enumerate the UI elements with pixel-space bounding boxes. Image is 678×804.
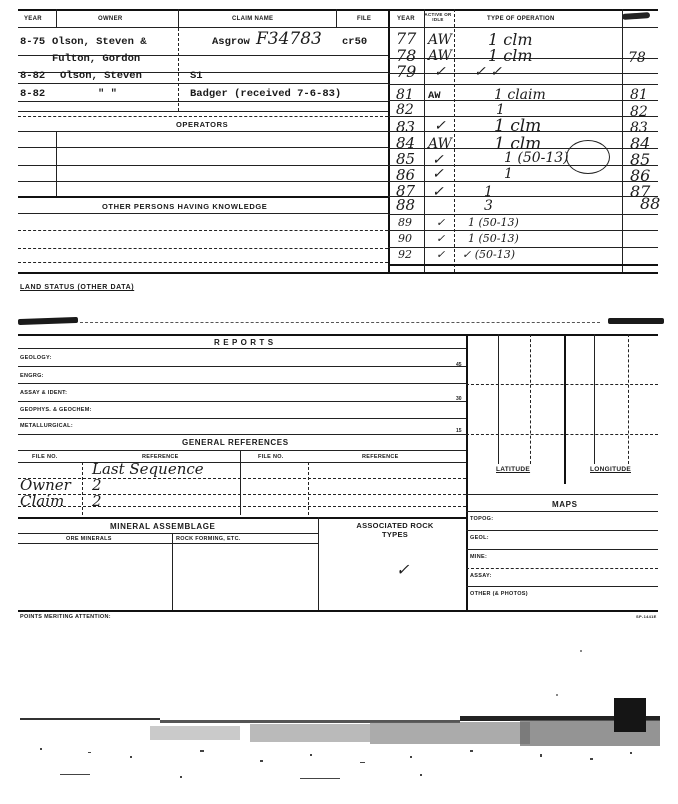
activity-6-status: ✓ bbox=[434, 118, 446, 134]
activity-13-year: 90 bbox=[398, 232, 412, 245]
maps-geol: GEOL: bbox=[470, 535, 489, 541]
ref-header-file-no: FILE NO. bbox=[32, 454, 58, 460]
header-corner-scribble bbox=[622, 12, 650, 20]
activity-8-ops: 1 (50-13) bbox=[504, 150, 569, 166]
smear-left bbox=[18, 317, 78, 325]
general-references-title: GENERAL REFERENCES bbox=[182, 438, 289, 447]
ref-claim-label: Claim bbox=[20, 492, 65, 510]
activity-7-status: AW bbox=[428, 136, 452, 152]
land-status-title: LAND STATUS (OTHER DATA) bbox=[20, 284, 135, 291]
scan-speck bbox=[556, 694, 558, 696]
header-owner: OWNER bbox=[98, 16, 123, 22]
smear-right bbox=[608, 318, 664, 324]
report-geophys: GEOPHYS. & GEOCHEM: bbox=[20, 407, 92, 413]
activity-8-circle bbox=[566, 140, 610, 174]
owner-row-3-owner: Olson, Steven bbox=[60, 70, 142, 82]
activity-11-margin: 88 bbox=[640, 194, 661, 213]
points-meriting-attention-label: POINTS MERITING ATTENTION: bbox=[20, 614, 111, 620]
maps-other: OTHER (& PHOTOS) bbox=[470, 591, 528, 597]
ref-owner-label: Owner bbox=[20, 476, 71, 494]
ref-header-file-no-2: FILE NO. bbox=[258, 454, 284, 460]
activity-7-margin: 84 bbox=[630, 134, 651, 153]
associated-rock-types-title: ASSOCIATED ROCK TYPES bbox=[356, 521, 434, 539]
owner-row-1-claim: Asgrow bbox=[212, 36, 250, 48]
ore-minerals-header: ORE MINERALS bbox=[66, 536, 112, 542]
activity-10-status: ✓ bbox=[432, 184, 444, 200]
activity-13-ops: 1 (50-13) bbox=[468, 232, 519, 245]
activity-2-status: AW bbox=[428, 48, 452, 64]
rock-forming-header: ROCK FORMING, ETC. bbox=[176, 536, 241, 542]
maps-title: MAPS bbox=[552, 500, 578, 509]
activity-10-margin: 87 bbox=[630, 182, 651, 201]
owner-row-3-claim: S1 bbox=[190, 70, 203, 82]
maps-mine: MINE: bbox=[470, 554, 488, 560]
activity-12-status: ✓ bbox=[436, 216, 446, 229]
activity-4-ops: 1 claim bbox=[494, 87, 546, 103]
activity-9-status: ✓ bbox=[432, 166, 444, 182]
activity-9-year: 86 bbox=[396, 166, 416, 184]
report-metallurgical-num: 15 bbox=[456, 428, 462, 434]
latitude-label: LATITUDE bbox=[496, 466, 531, 473]
activity-2-year: 78 bbox=[396, 46, 417, 65]
activity-8-status: ✓ bbox=[432, 152, 444, 168]
owner-row-1-claim-handwritten: F34783 bbox=[256, 29, 322, 49]
maps-assay: ASSAY: bbox=[470, 573, 492, 579]
owner-row-1-year: 8-75 bbox=[20, 36, 46, 48]
activity-14-year: 92 bbox=[398, 248, 412, 261]
ref-note-handwritten: Last Sequence bbox=[92, 460, 204, 478]
other-persons-title: OTHER PERSONS HAVING KNOWLEDGE bbox=[102, 202, 268, 211]
activity-3-year: 79 bbox=[396, 62, 417, 81]
activity-5-ops: 1 bbox=[496, 102, 505, 118]
scan-smudge-band bbox=[0, 690, 678, 804]
operators-title: OPERATORS bbox=[176, 120, 229, 129]
header-type-of-operation: TYPE OF OPERATION bbox=[487, 16, 555, 22]
mineral-assemblage-title: MINERAL ASSEMBLAGE bbox=[110, 522, 216, 531]
activity-10-year: 87 bbox=[396, 182, 416, 200]
header-file: FILE bbox=[357, 16, 372, 22]
report-assay-num: 30 bbox=[456, 396, 462, 402]
activity-7-ops: 1 clm bbox=[494, 134, 542, 154]
owner-row-4-year: 8-82 bbox=[20, 88, 46, 100]
report-metallurgical: METALLURGICAL: bbox=[20, 423, 73, 429]
activity-9-margin: 86 bbox=[630, 166, 651, 185]
header-active-idle: ACTIVE OR IDLE bbox=[424, 12, 452, 22]
ref-header-reference-2: REFERENCE bbox=[362, 454, 399, 460]
owner-row-1-file: cr50 bbox=[342, 36, 368, 48]
activity-8-year: 85 bbox=[396, 150, 416, 168]
scan-speck bbox=[580, 650, 582, 652]
activity-4-status: AW bbox=[428, 90, 441, 102]
owner-row-2-owner: Fulton, Gordon bbox=[52, 53, 141, 65]
activity-7-year: 84 bbox=[396, 134, 416, 152]
report-assay: ASSAY & IDENT: bbox=[20, 390, 68, 396]
longitude-label: LONGITUDE bbox=[590, 466, 631, 473]
activity-9-ops: 1 bbox=[504, 166, 513, 182]
activity-5-year: 82 bbox=[396, 102, 414, 118]
activity-6-ops: 1 clm bbox=[494, 116, 542, 136]
header-year: YEAR bbox=[24, 16, 42, 22]
report-engrg: ENGRG: bbox=[20, 373, 44, 379]
activity-1-status: AW bbox=[428, 32, 452, 48]
activity-2-ops: 1 clm bbox=[488, 46, 533, 65]
activity-2-margin: 78 bbox=[628, 50, 646, 66]
activity-14-ops: ✓ (50-13) bbox=[462, 248, 516, 261]
owner-row-4-owner: " " bbox=[98, 88, 117, 100]
header-claim-name: CLAIM NAME bbox=[232, 16, 274, 22]
form-code: SP-1441E bbox=[636, 614, 657, 619]
owner-row-4-claim: Badger (received 7-6-83) bbox=[190, 88, 342, 100]
report-geology: GEOLOGY: bbox=[20, 355, 52, 361]
owner-row-1-owner: Olson, Steven & bbox=[52, 36, 147, 48]
activity-4-year: 81 bbox=[396, 87, 414, 103]
activity-6-margin: 83 bbox=[630, 120, 648, 136]
activity-10-ops: 1 bbox=[484, 184, 493, 200]
activity-3-status: ✓ bbox=[434, 64, 446, 80]
report-geology-num: 45 bbox=[456, 362, 462, 368]
activity-11-year: 88 bbox=[396, 196, 416, 214]
activity-12-year: 89 bbox=[398, 216, 412, 229]
activity-14-status: ✓ bbox=[436, 248, 446, 261]
ref-header-reference: REFERENCE bbox=[142, 454, 179, 460]
activity-8-margin: 85 bbox=[630, 150, 651, 169]
ref-owner-value: 2 bbox=[92, 476, 102, 494]
ref-claim-value: 2 bbox=[92, 492, 102, 510]
activity-13-status: ✓ bbox=[436, 232, 446, 245]
reports-title: R E P O R T S bbox=[214, 338, 274, 347]
header-year-right: YEAR bbox=[397, 16, 415, 22]
activity-11-ops: 3 bbox=[484, 198, 493, 214]
activity-5-margin: 82 bbox=[630, 104, 648, 120]
rock-types-check: ✓ bbox=[396, 560, 410, 579]
activity-1-ops: 1 clm bbox=[488, 30, 533, 49]
activity-1-year: 77 bbox=[396, 29, 417, 48]
owner-row-3-year: 8-82 bbox=[20, 70, 46, 82]
activity-12-ops: 1 (50-13) bbox=[468, 216, 519, 229]
activity-3-ops: ✓ ✓ bbox=[474, 64, 502, 80]
form-header bbox=[0, 0, 678, 28]
maps-topog: TOPOG: bbox=[470, 516, 494, 522]
activity-4-margin: 81 bbox=[630, 87, 648, 103]
activity-6-year: 83 bbox=[396, 118, 416, 136]
